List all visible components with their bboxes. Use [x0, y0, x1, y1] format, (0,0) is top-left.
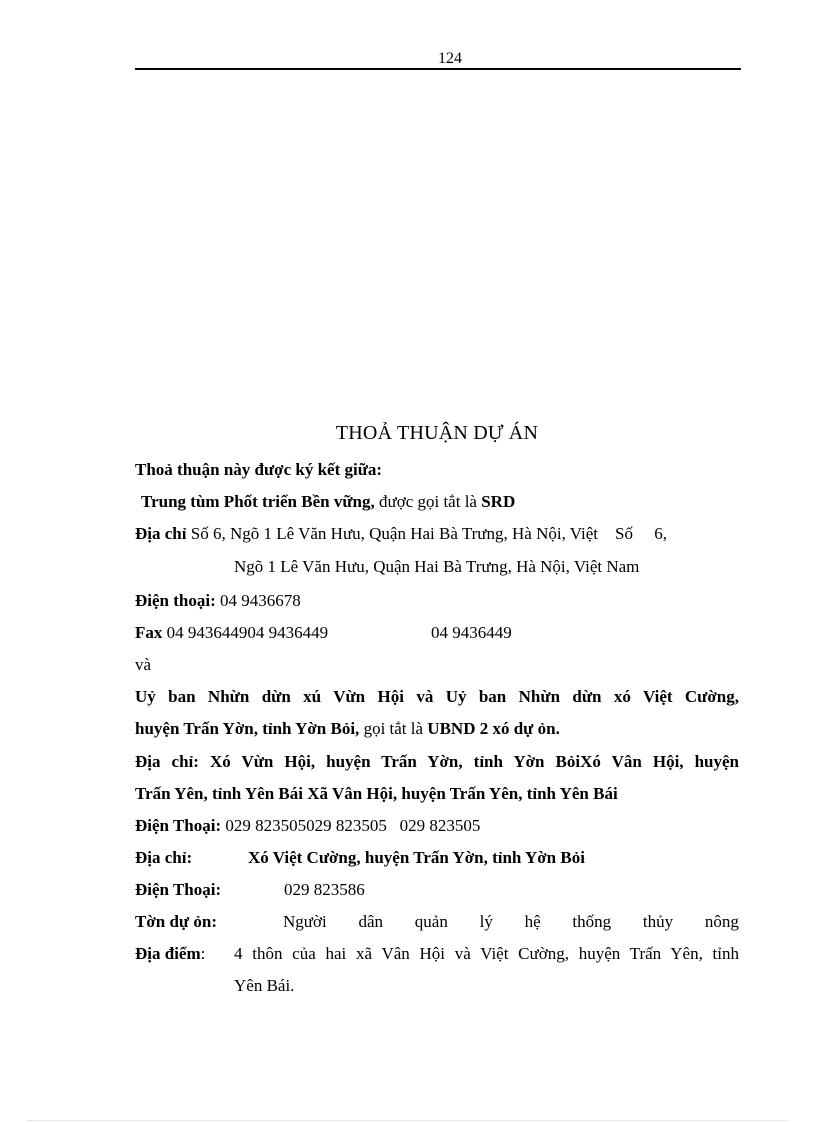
- party2-name-line2: [135, 717, 560, 741]
- party2-address-line1: [135, 750, 739, 774]
- project-name-label: Tờn dự ỏn:: [135, 912, 217, 931]
- party2-address2-value: Xó Việt Cường, huyện Trấn Yờn, tỉnh Yờn Bỏi: [248, 848, 585, 867]
- party2-phone-line: [135, 814, 480, 838]
- project-location-label-line: [135, 942, 205, 966]
- party2-phone-value: 029 823505029 823505 029 823505: [221, 816, 481, 835]
- party2-abbr: UBND 2 xó dự ỏn.: [427, 719, 560, 738]
- project-name-value: [283, 910, 739, 934]
- party1-fax-label: Fax: [135, 623, 163, 642]
- page-number: 124: [438, 50, 462, 67]
- conjunction: và: [135, 655, 152, 674]
- project-name-word: nông: [704, 912, 739, 931]
- party1-address-line2: Ngõ 1 Lê Văn Hưu, Quận Hai Bà Trưng, Hà Nội, Việt Nam: [234, 557, 640, 576]
- party2-address2-label: Địa chỉ:: [135, 848, 193, 867]
- project-name-word: lý: [479, 912, 493, 931]
- party2-address-line2: Trấn Yên, tỉnh Yên Bái Xã Vân Hội, huyện Trấn Yên, tỉnh Yên Bái: [135, 784, 618, 803]
- party1-name-line: [141, 490, 515, 514]
- party1-address-label: Địa chỉ: [135, 524, 187, 543]
- party2-phone2-label: Điện Thoại:: [135, 880, 222, 899]
- party1-phone-label: Điện thoại:: [135, 591, 216, 610]
- project-name-word: quản: [414, 912, 448, 931]
- party1-name: Trung tùm Phốt triển Bền vững,: [141, 492, 375, 511]
- project-name-word: thủy: [642, 912, 674, 931]
- party1-address-line1: [135, 522, 667, 546]
- party2-name-text1: Uỷ ban Nhừn dừn xú Vừn Hội và Uỷ ban Nhừn dừn xó Việt Cường,: [135, 687, 739, 706]
- party1-fax-value2: 04 9436449: [431, 623, 512, 642]
- party2-name-bold: huyện Trấn Yờn, tỉnh Yờn Bỏi,: [135, 719, 360, 738]
- project-name-word: dân: [358, 912, 384, 931]
- party1-phone-value: 04 9436678: [220, 591, 301, 610]
- party1-address-value1: Số 6, Ngõ 1 Lê Văn Hưu, Quận Hai Bà Trưng, Hà Nội, Việt Số 6,: [190, 524, 667, 543]
- project-location-label: Địa điểm: [135, 944, 201, 963]
- party2-phone-label: Điện Thoại:: [135, 816, 222, 835]
- page-bottom-border: [28, 1120, 788, 1121]
- party1-fax-line: [135, 621, 328, 645]
- party1-phone-line: [135, 589, 301, 613]
- header-rule: [135, 68, 741, 70]
- document-title: THOẢ THUẬN DỰ ÁN: [335, 422, 539, 444]
- party2-phone2-value: 029 823586: [284, 880, 365, 899]
- project-name-word: Người: [283, 912, 327, 931]
- party2-name-line1: [135, 685, 739, 709]
- party2-address-text1: Địa chỉ: Xó Vừn Hội, huyện Trấn Yờn, tỉnh Yờn BỏiXó Vân Hội, huyện: [135, 752, 739, 771]
- project-location-line2: Yên Bái.: [234, 976, 295, 995]
- party1-abbr: SRD: [481, 492, 516, 511]
- party1-called: được gọi tắt là: [374, 492, 482, 511]
- project-name-word: thống: [572, 912, 612, 931]
- project-location-text1: 4 thôn của hai xã Vân Hội và Việt Cường, huyện Trấn Yên, tỉnh: [234, 944, 739, 963]
- project-name-word: hệ: [524, 912, 541, 931]
- party2-name-normal: gọi tắt là: [359, 719, 428, 738]
- project-location-colon: :: [200, 944, 206, 963]
- project-location-line1: [234, 942, 739, 966]
- intro-line: Thoả thuận này được ký kết giữa:: [135, 460, 383, 479]
- party1-fax-value: 04 943644904 9436449: [162, 623, 329, 642]
